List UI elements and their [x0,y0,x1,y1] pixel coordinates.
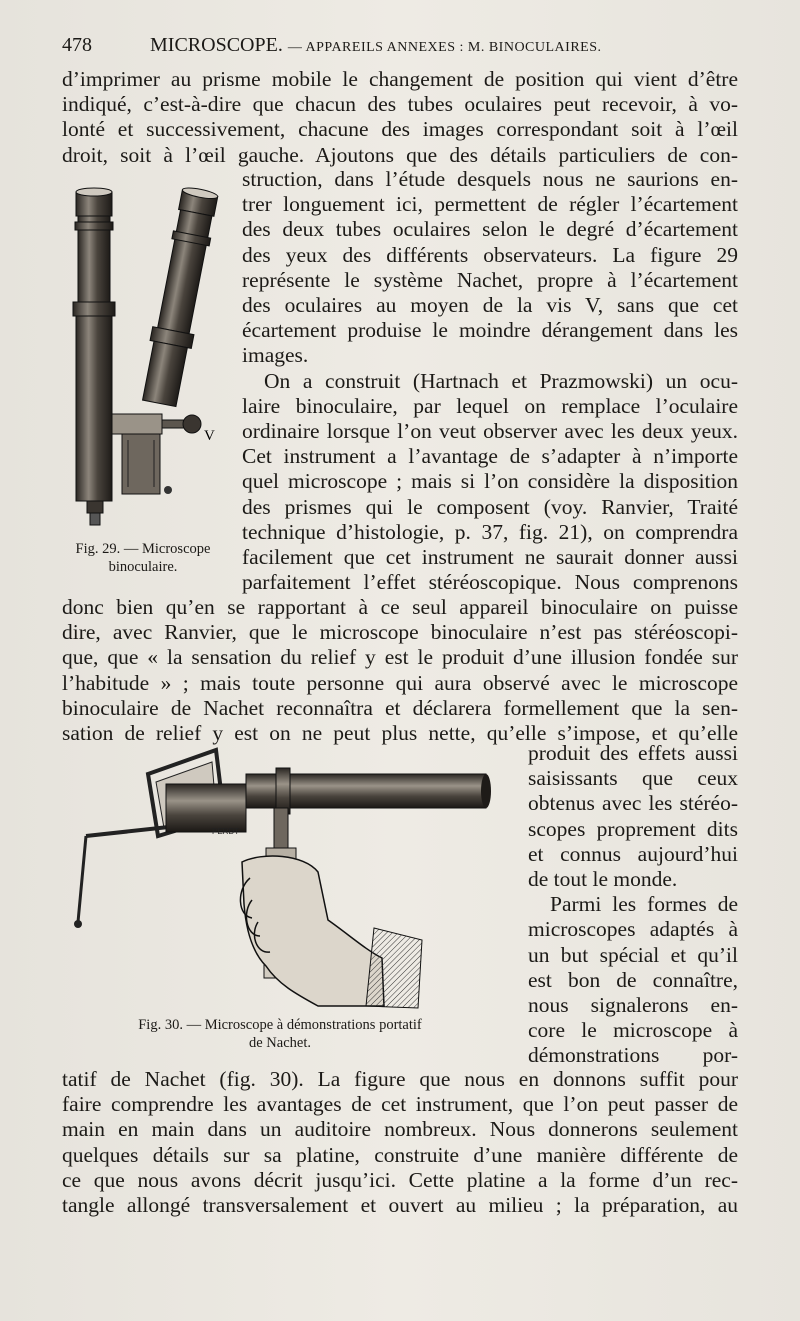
text-line: ce que nous avons décrit jusqu’ici. Cette platine a la forme d’un rec- [62,1167,738,1192]
text-line: des deux tubes oculaires selon le degré d’écartement [242,217,738,242]
text-line: laire binoculaire, par lequel on remplace l’oculaire [242,393,738,418]
text-line: l’habitude » ; mais toute personne qui aura observé avec le microscope [62,670,738,695]
figure-30-caption-line2: de Nachet. [249,1035,311,1051]
text-line: et connus aujourd’hui [528,841,738,866]
figure-29-binocular-microscope [58,182,228,534]
text-line: Parmi les formes de [550,892,738,917]
text-line: core le microscope à [528,1018,738,1043]
text-line: microscopes adaptés à [528,917,738,942]
text-line: nous signalerons en- [528,993,738,1017]
text-line: quel microscope ; mais si l’on considère la disposition [242,469,738,494]
text-line: que, que « la sensation du relief y est le produit d’une illusion fondée sur [62,645,738,670]
text-line: de tout le monde. [528,867,678,891]
running-subtitle: — APPAREILS ANNEXES : M. BINOCULAIRES. [287,40,602,55]
text-line: technique d’histologie, p. 37, fig. 21), on comprendra [242,519,738,544]
figure-29-label-v: V [204,428,215,444]
text-line: des prismes qui le composent (voy. Ranvier, Traité [242,494,738,519]
text-line: produit des effets aussi [528,741,738,765]
text-line: dire, avec Ranvier, que le microscope binoculaire n’est pas stéréoscopi- [62,620,738,645]
text-line: parfaitement l’effet stéréoscopique. Nous comprenons [242,570,738,595]
figure-30-demonstration-microscope [66,744,502,1012]
text-line: lonté et successivement, chacune des images correspondant soit à l’œil [62,117,738,142]
text-line: binoculaire de Nachet reconnaîtra et déclarera formellement que la sen- [62,695,738,720]
text-line: droit, soit à l’œil gauche. Ajoutons que des détails particuliers de con- [62,142,738,167]
text-line: un but spécial et qu’il [528,942,738,967]
text-line: indiqué, c’est-à-dire que chacun des tubes oculaires peut recevoir, à vo- [62,92,738,117]
text-line: struction, dans l’étude desquels nous ne saurions en- [242,167,738,191]
figure-30-caption [90,1016,470,1052]
figure-30-maker-mark: PERDT [212,827,240,836]
text-line: écartement produise le moindre dérangement dans les [242,318,738,343]
text-line: saisissants que ceux [528,766,738,791]
figure-29-caption-line1: Fig. 29. — Microscope [75,541,211,557]
page-number: 478 [62,34,92,56]
text-line: On a construit (Hartnach et Prazmowski) un ocu- [264,368,738,393]
figure-29-caption-line2: binoculaire. [108,559,178,575]
text-line: images. [242,343,309,368]
text-line: tangle allongé transversalement et ouvert au milieu ; la préparation, au [62,1193,738,1217]
text-line: faire comprendre les avantages de cet instrument, que l’on peut passer de [62,1092,738,1117]
text-line: des oculaires au moyen de la vis V, sans que cet [242,293,738,317]
text-line: d’imprimer au prisme mobile le changement de position qui vient d’être [62,67,738,91]
text-line: quelques détails sur sa platine, construite d’une manière différente de [62,1142,738,1167]
text-line: tatif de Nachet (fig. 30). La figure que nous en donnons suffit pour [62,1067,738,1091]
text-line: obtenus avec les stéréo- [528,791,738,816]
text-line: représente le système Nachet, propre à l’écartement [242,267,738,292]
text-line: sation de relief y est on ne peut plus nette, qu’elle s’impose, et qu’elle [62,721,738,745]
text-line: ordinaire lorsque l’on veut observer avec les deux yeux. [242,419,738,443]
text-line: facilement que cet instrument ne saurait donner aussi [242,545,738,569]
text-line: est bon de connaître, [528,967,738,992]
text-line: trer longuement ici, permettent de régler l’écartement [242,192,738,217]
text-line: démonstrations por- [528,1043,738,1068]
text-line: des yeux des différents observateurs. La figure 29 [242,242,738,267]
running-title-main: MICROSCOPE. [150,34,283,56]
figure-30-caption-line1: Fig. 30. — Microscope à démonstrations portatif [138,1017,422,1033]
figure-29-caption [58,540,228,576]
text-line: main en main dans un auditoire nombreux. Nous donnerons seulement [62,1117,738,1142]
text-line: Cet instrument a l’avantage de s’adapter à n’importe [242,444,738,469]
text-line: donc bien qu’en se rapportant à ce seul appareil binoculaire on puisse [62,595,738,619]
text-line: scopes proprement dits [528,816,738,841]
